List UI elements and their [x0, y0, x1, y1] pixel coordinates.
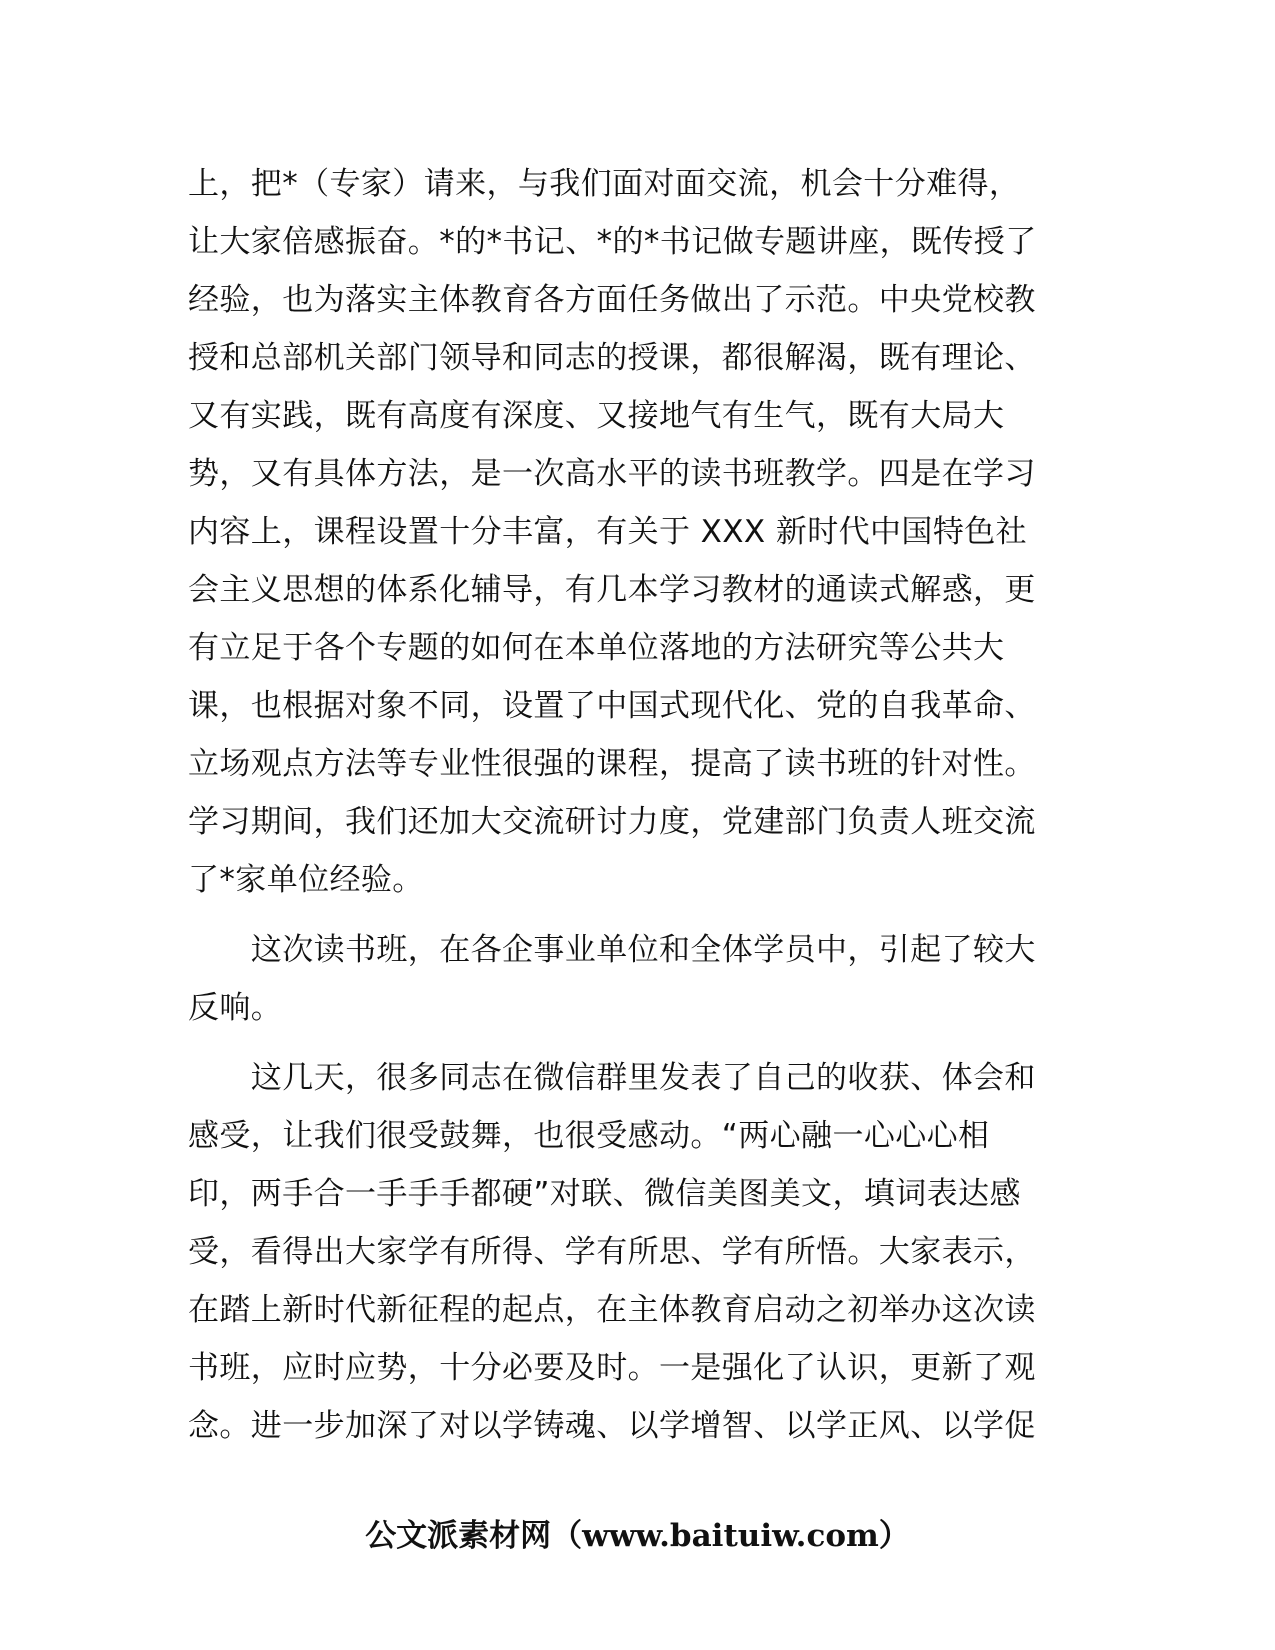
- text-line: 这次读书班，在各企事业单位和全体学员中，引起了较大: [188, 932, 1036, 968]
- text-line: 让大家倍感振奋。*的*书记、*的*书记做专题讲座，既传授了: [188, 224, 1037, 260]
- text-line: 学习期间，我们还加大交流研讨力度，党建部门负责人班交流: [188, 804, 1036, 840]
- text-line: 又有实践，既有高度有深度、又接地气有生气，既有大局大: [188, 398, 1005, 434]
- text-line: 这几天，很多同志在微信群里发表了自己的收获、体会和: [188, 1060, 1036, 1096]
- paragraph-1: [188, 155, 1088, 909]
- text-line: 在踏上新时代新征程的起点，在主体教育启动之初举办这次读: [188, 1292, 1036, 1328]
- text-line: 会主义思想的体系化辅导，有几本学习教材的通读式解惑，更: [188, 572, 1036, 608]
- text-line: 势，又有具体方法，是一次高水平的读书班教学。四是在学习: [188, 456, 1036, 492]
- text-line: 内容上，课程设置十分丰富，有关于 XXX 新时代中国特色社: [188, 514, 1028, 550]
- paragraph-3: [188, 1049, 1088, 1455]
- text-line: 课，也根据对象不同，设置了中国式现代化、党的自我革命、: [188, 688, 1036, 724]
- text-line: 受，看得出大家学有所得、学有所思、学有所悟。大家表示，: [188, 1234, 1036, 1270]
- text-line: 书班，应时应势，十分必要及时。一是强化了认识，更新了观: [188, 1350, 1036, 1386]
- paragraph-2: [188, 921, 1088, 1037]
- text-line: 念。进一步加深了对以学铸魂、以学增智、以学正风、以学促: [188, 1408, 1036, 1444]
- text-line: 感受，让我们很受鼓舞，也很受感动。“两心融一心心心相: [188, 1118, 990, 1154]
- paragraph-spacer: [188, 1037, 1088, 1049]
- document-body: [188, 155, 1088, 1455]
- text-line: 上，把*（专家）请来，与我们面对面交流，机会十分难得，: [188, 166, 1021, 202]
- text-line: 了*家单位经验。: [188, 862, 424, 898]
- text-line: 授和总部机关部门领导和同志的授课，都很解渴，既有理论、: [188, 340, 1036, 376]
- text-line: 立场观点方法等专业性很强的课程，提高了读书班的针对性。: [188, 746, 1036, 782]
- footer-watermark: 公文派素材网（www.baituiw.com）: [365, 1518, 910, 1554]
- text-line: 印，两手合一手手手都硬”对联、微信美图美文，填词表达感: [188, 1176, 1021, 1212]
- paragraph-spacer: [188, 909, 1088, 921]
- text-line: 经验，也为落实主体教育各方面任务做出了示范。中央党校教: [188, 282, 1036, 318]
- text-line: 有立足于各个专题的如何在本单位落地的方法研究等公共大: [188, 630, 1005, 666]
- text-line: 反响。: [188, 990, 283, 1026]
